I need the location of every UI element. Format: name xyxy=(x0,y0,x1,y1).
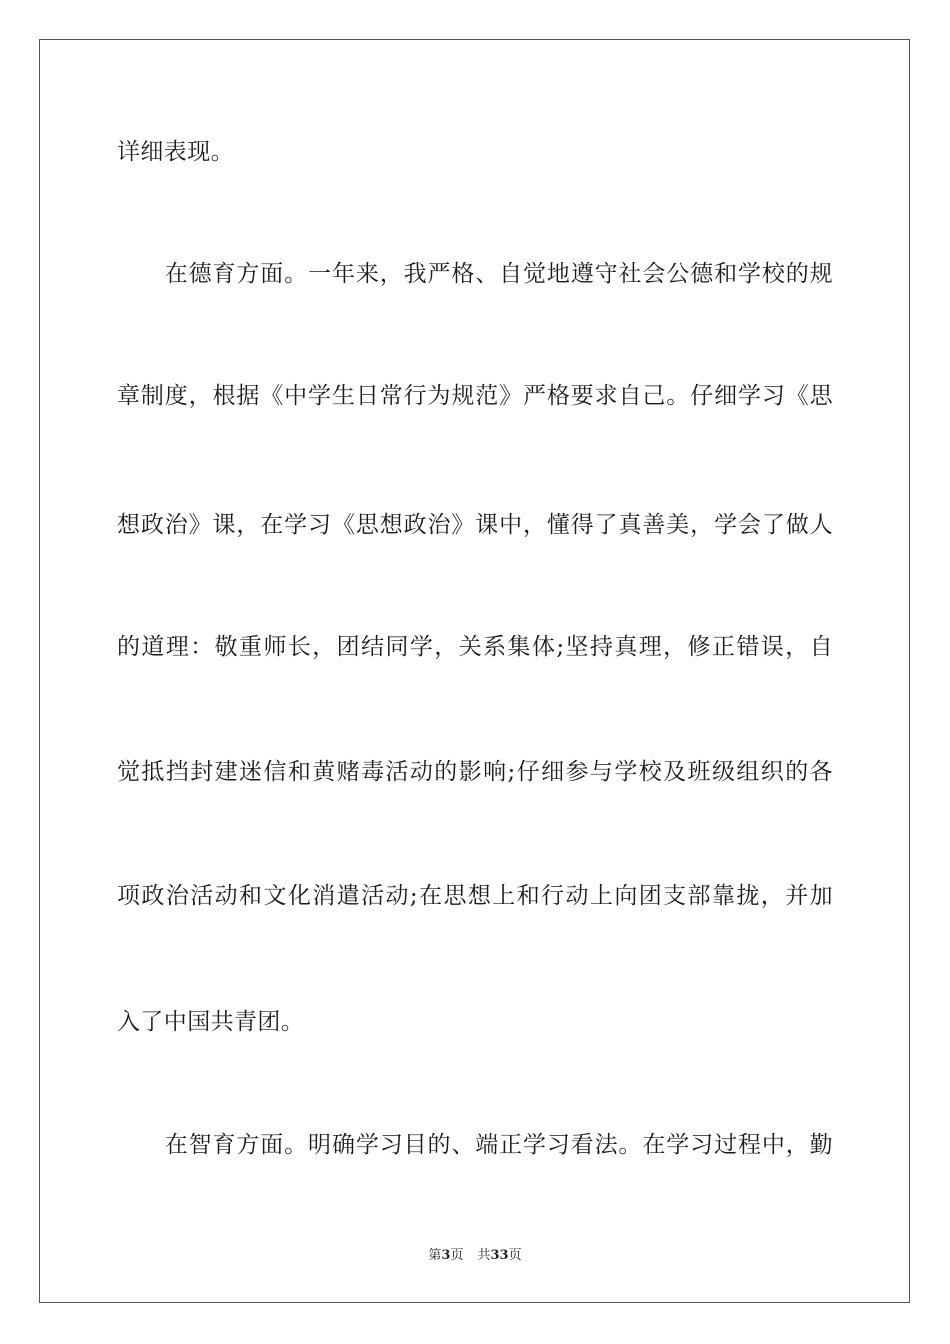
text-line-2: 在德育方面。一年来，我严格、自觉地遵守社会公德和学校的规 xyxy=(117,261,833,287)
total-suffix: 页 xyxy=(508,1248,522,1263)
text-line-6: 觉抵挡封建迷信和黄赌毒活动的影响;仔细参与学校及班级组织的各 xyxy=(117,759,833,785)
page-prefix: 第 xyxy=(428,1248,442,1263)
page-border xyxy=(39,39,910,1303)
text-line-1: 详细表现。 xyxy=(117,139,234,165)
page-footer xyxy=(0,1247,950,1265)
page-suffix: 页 xyxy=(450,1248,464,1263)
text-line-3: 章制度，根据《中学生日常行为规范》严格要求自己。仔细学习《思 xyxy=(117,383,833,409)
text-line-4: 想政治》课，在学习《思想政治》课中，懂得了真善美，学会了做人 xyxy=(117,512,833,538)
text-line-9: 在智育方面。明确学习目的、端正学习看法。在学习过程中，勤 xyxy=(117,1132,833,1158)
total-prefix: 共 xyxy=(477,1248,491,1263)
text-line-8: 入了中国共青团。 xyxy=(117,1009,305,1035)
page-number: 3 xyxy=(441,1248,451,1263)
total-pages: 33 xyxy=(490,1248,509,1263)
text-line-7: 项政治活动和文化消遣活动;在思想上和行动上向团支部靠拢，并加 xyxy=(117,883,833,909)
text-line-5: 的道理：敬重师长，团结同学，关系集体;坚持真理，修正错误，自 xyxy=(117,634,833,660)
